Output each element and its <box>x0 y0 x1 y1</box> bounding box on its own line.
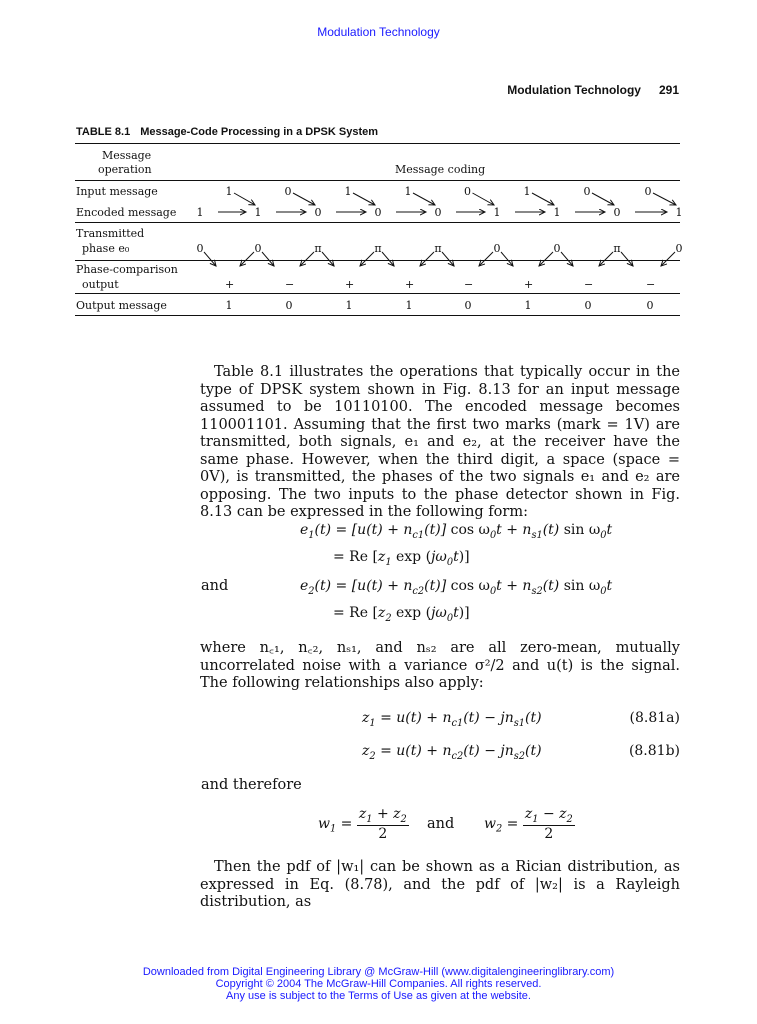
phase-down-arrow <box>501 252 513 266</box>
input-value: 1 <box>523 185 531 198</box>
encoded-value: 1 <box>196 206 204 219</box>
output-value: 1 <box>225 299 233 312</box>
equation-label-8-81b: (8.81b) <box>628 743 680 759</box>
paragraph-2: where n꜀₁, n꜀₂, nₛ₁, and nₛ₂ are all zero-mean, mutually uncorrelated noise with a variance σ²/2 and u(t) is the signal. The following relationships also apply: <box>200 640 680 691</box>
output-value: 0 <box>285 299 293 312</box>
comparison-value: + <box>345 278 355 291</box>
comparison-value: − <box>584 278 594 291</box>
input-diagonal-arrow <box>653 193 676 205</box>
encoded-value: 1 <box>553 206 561 219</box>
row-label-phase-1: Transmitted <box>76 227 145 240</box>
phase-down-arrow <box>442 252 454 266</box>
phase-back-arrow <box>661 252 675 266</box>
equation-z1: $z_1 = u(t) + n_{c1}(t) - jn_{s1}(t)$ <box>362 710 542 729</box>
table-arrows <box>0 0 757 320</box>
col-header-left-2: operation <box>98 163 152 176</box>
row-label-phase-2: phase e₀ <box>82 242 130 255</box>
phase-value: 0 <box>196 242 204 255</box>
comparison-value: + <box>225 278 235 291</box>
phase-down-arrow <box>322 252 334 266</box>
phase-down-arrow <box>262 252 274 266</box>
and-word: and <box>201 578 229 594</box>
and-between: and <box>427 816 455 832</box>
running-head-title: Modulation Technology <box>507 83 641 97</box>
output-value: 1 <box>345 299 353 312</box>
comparison-value: − <box>646 278 656 291</box>
col-header-left-1: Message <box>102 149 152 162</box>
phase-value: 0 <box>254 242 262 255</box>
output-value: 0 <box>646 299 654 312</box>
comparison-value: − <box>464 278 474 291</box>
input-diagonal-arrow <box>592 193 614 205</box>
phase-back-arrow <box>479 252 493 266</box>
input-diagonal-arrow <box>293 193 315 205</box>
input-diagonal-arrow <box>234 193 255 205</box>
input-diagonal-arrow <box>532 193 554 205</box>
encoded-value: 1 <box>675 206 683 219</box>
encoded-value: 0 <box>434 206 442 219</box>
encoded-value: 1 <box>254 206 262 219</box>
output-value: 1 <box>405 299 413 312</box>
equation-z2: $z_2 = u(t) + n_{c2}(t) - jn_{s2}(t)$ <box>362 743 542 762</box>
footer-download-link[interactable]: Downloaded from Digital Engineering Library @ McGraw-Hill (www.digitalengineeringlibrary.com) <box>142 966 615 978</box>
input-value: 0 <box>644 185 652 198</box>
input-value: 0 <box>284 185 292 198</box>
input-diagonal-arrow <box>473 193 495 205</box>
phase-down-arrow <box>204 252 216 266</box>
top-link[interactable]: Modulation Technology <box>317 25 440 39</box>
phase-value: 0 <box>493 242 501 255</box>
equation-e2: $e_2(t) = [u(t) + n_{c2}(t)]$ $\cos \omega_0t + n_{s2}(t)$ $\sin \omega_0t$ <box>300 578 613 597</box>
row-label-comparison-2: output <box>82 278 119 291</box>
phase-down-arrow <box>561 252 573 266</box>
row-label-input: Input message <box>76 185 158 198</box>
phase-back-arrow <box>599 252 613 266</box>
phase-value: π <box>314 242 322 255</box>
equation-e1-re: = Re [$z_1$ $\exp (j\omega_0t)$] <box>333 549 470 568</box>
encoded-value: 0 <box>613 206 621 219</box>
phase-down-arrow <box>621 252 633 266</box>
input-value: 0 <box>464 185 471 198</box>
encoded-value: 1 <box>493 206 501 219</box>
phase-value: π <box>374 242 382 255</box>
phase-back-arrow <box>360 252 374 266</box>
paragraph-3: Then the pdf of |w₁| can be shown as a Rician distribution, as expressed in Eq. (8.78), and the pdf of |w₂| is a Rayleigh distribution, as <box>200 859 680 910</box>
comparison-value: − <box>285 278 295 291</box>
phase-value: π <box>434 242 442 255</box>
input-diagonal-arrow <box>413 193 435 205</box>
encoded-value: 0 <box>374 206 382 219</box>
page-number: 291 <box>658 83 679 97</box>
and-therefore: and therefore <box>201 777 302 793</box>
input-diagonal-arrow <box>353 193 375 205</box>
comparison-value: + <box>524 278 534 291</box>
output-value: 1 <box>524 299 532 312</box>
input-value: 1 <box>344 185 352 198</box>
paragraph-1: Table 8.1 illustrates the operations that typically occur in the type of DPSK system shown in Fig. 8.13 for an input message assumed to be 10110100. The encoded message becomes 110001101. Assuming that the first two marks (mark = 1V) are transmitted, both signals, e₁ and e₂, at the receiver have the same phase. However, when the third digit, a space (space = 0V), is transmitted, the phases of the two signals e₁ and e₂ are opposing. The two inputs to the phase detector shown in Fig. 8.13 can be expressed in the following form: <box>200 364 680 520</box>
input-value: 1 <box>225 185 233 198</box>
equation-e1: $e_1(t) = [u(t) + n_{c1}(t)]$ $\cos \omega_0t + n_{s1}(t)$ $\sin \omega_0t$ <box>300 522 613 541</box>
equation-w2: $w_2$ = $\frac{z_1 - z_2}{2}$ <box>484 806 573 842</box>
input-value: 0 <box>583 185 591 198</box>
phase-down-arrow <box>382 252 394 266</box>
table-label: TABLE 8.1 <box>76 126 131 138</box>
equation-label-8-81a: (8.81a) <box>629 710 680 726</box>
input-value: 1 <box>404 185 412 198</box>
footer-terms[interactable]: Any use is subject to the Terms of Use as given at the website. <box>226 990 531 1002</box>
encoded-value: 0 <box>314 206 322 219</box>
col-header-right: Message coding <box>395 163 486 176</box>
phase-value: π <box>613 242 621 255</box>
comparison-value: + <box>405 278 415 291</box>
table-title: Message-Code Processing in a DPSK System <box>140 126 379 138</box>
equation-w1: $w_1$ = $\frac{z_1 + z_2}{2}$ <box>318 806 407 842</box>
row-label-comparison-1: Phase-comparison <box>76 263 178 276</box>
output-value: 0 <box>584 299 592 312</box>
output-value: 0 <box>464 299 472 312</box>
equation-e2-re: = Re [$z_2$ $\exp (j\omega_0t)$] <box>333 605 470 624</box>
row-label-output: Output message <box>76 299 167 312</box>
phase-value: 0 <box>553 242 561 255</box>
footer-copyright: Copyright © 2004 The McGraw-Hill Companies. All rights reserved. <box>215 978 542 990</box>
phase-back-arrow <box>300 252 314 266</box>
phase-back-arrow <box>539 252 553 266</box>
row-label-encoded: Encoded message <box>76 206 177 219</box>
phase-back-arrow <box>240 252 254 266</box>
phase-value: 0 <box>675 242 683 255</box>
phase-back-arrow <box>420 252 434 266</box>
